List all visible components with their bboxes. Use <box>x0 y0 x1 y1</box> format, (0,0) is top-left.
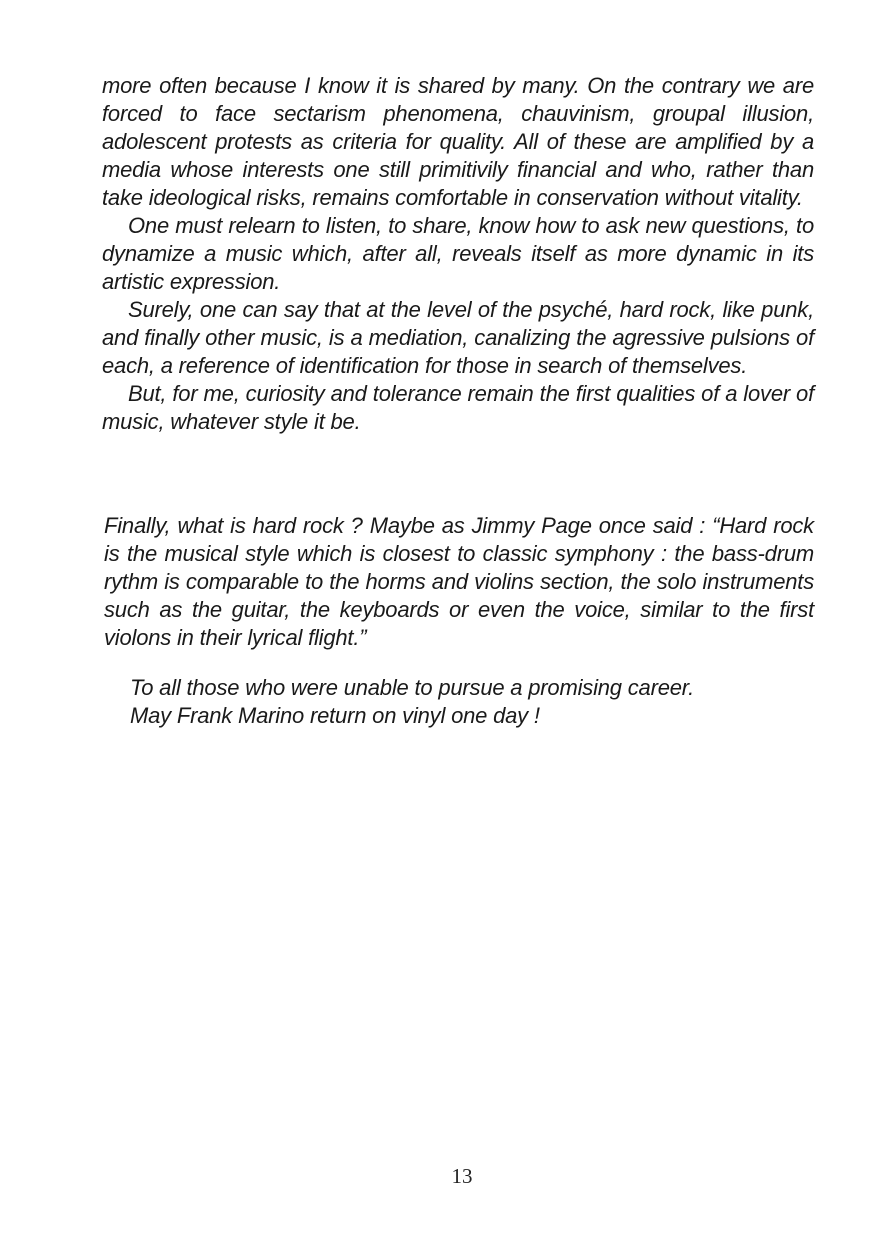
page-number: 13 <box>451 1164 473 1188</box>
dedication-section <box>130 674 810 730</box>
paragraph-psyche: Surely, one can say that at the level of the psyché, hard rock, like punk, and finally other music, is a mediation, canalizing the agressive pulsions of each, a reference of identification for those in search of themselves. <box>102 297 814 378</box>
dedication-line: May Frank Marino return on vinyl one day ! <box>130 703 540 728</box>
paragraph-jimmy-page-quote: Finally, what is hard rock ? Maybe as Jimmy Page once said : “Hard rock is the musical style which is closest to classic symphony : the bass-drum rythm is comparable to the horms and violins section, the solo instruments such as the guitar, the keyboards or even the voice, similar to the first violons in their lyrical flight.” <box>104 513 814 650</box>
dedication-line: To all those who were unable to pursue a promising career. <box>130 675 694 700</box>
quote-section <box>104 512 814 652</box>
paragraph-relearn: One must relearn to listen, to share, know how to ask new questions, to dynamize a music which, after all, reveals itself as more dynamic in its artistic expression. <box>102 213 814 294</box>
paragraph-continuation: more often because I know it is shared by many. On the contrary we are forced to face sectarism phenomena, chauvinism, groupal illusion, adolescent protests as criteria for quality. All of these are amplified by a media whose interests one still primitivily financial and who, rather than take ideological risks, remains comfortable in conservation without vitality. <box>102 73 814 210</box>
paragraph-curiosity: But, for me, curiosity and tolerance remain the first qualities of a lover of music, whatever style it be. <box>102 381 814 434</box>
body-text-section <box>102 72 814 436</box>
